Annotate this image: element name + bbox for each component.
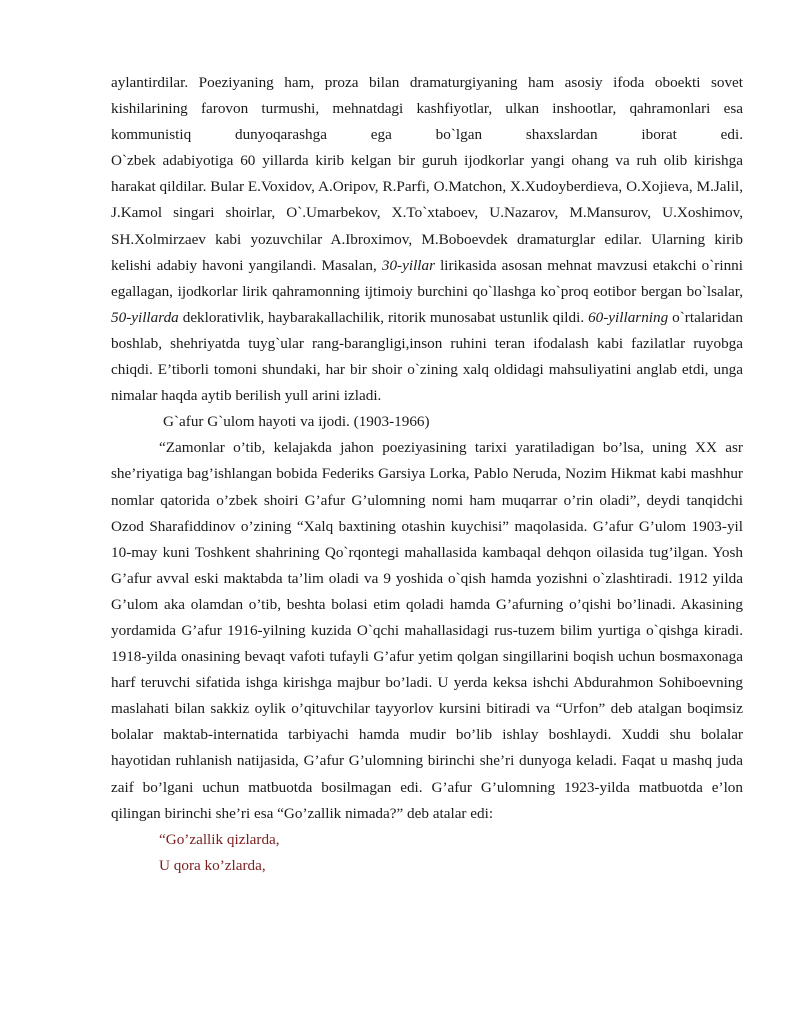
text-run: o`rtalaridan boshlab, shehriyatda tuyg`ular rang-barangligi,inson ruhini teran ifodalash kabi fazilatlar ruyobga chiqdi. E’tiborli tomoni shundaki, har bir shoir o`zining xalq oldidagi mahsuliyatini anglab etdi, unga nimalar haqda aytib berilish yull arini izladi. — [111, 308, 743, 405]
paragraph-gafur-gulom-biography: “Zamonlar o’tib, kelajakda jahon poeziyasining tarixi yaratiladigan bo’lsa, uning XX asr she’riyatiga bag’ishlangan bobida Federiks Garsiya Lorka, Pablo Neruda, Nozim Hikmat kabi mashhur nomlar qatorida o’zbek shoiri G’afur G’ulomning nomi ham muqarrar o’rin oladi”, deydi tanqidchi Ozod Sharafiddinov o’zining “Xalq baxtining otashin kuychisi” maqolasida. G’afur G’ulom 1903-yil 10-may kuni Toshkent shahrining Qo`rqontegi mahallasida kambaqal dehqon oilasida tug’ilgan. Yosh G’afur avval eski maktabda ta’lim oladi va 9 yoshida o`qish hamda yozishni o`zlashtiradi. 1912 yilda G’ulom aka olamdan o’tib, beshta bolasi etim qoladi hamda G’afurning o’qishi bo’linadi. Akasining yordamida G’afur 1916-yilning kuzida O`qchi mahallasidagi rus-tuzem bilim yurtiga o`qishga kiradi. 1918-yilda onasining bevaqt vafoti tufayli G’afur yetim qolgan singillarini boqish uchun bosmaxonaga harf teruvchi sifatida ishga kirishga majbur bo’ladi. U yerda keksa ishchi Abdurahmon Sohiboevning maslahati bilan sakkiz oylik o’qituvchilar tayyorlov kursini bitiradi va “Urfon” deb atalgan boqimsiz bolalar maktab-internatida tarbiyachi hamda mudir bo’lib ishlay boshlaydi. Xuddi shu bolalar hayotidan ruhlanish natijasida, G’afur G’ulomning birinchi she’ri dunyoga keladi. Faqat u mashq juda zaif bo’lgani uchun matbuotda bosilmagan edi. G’afur G’ulomning 1923-yilda matbuotda e’lon qilingan birinchi she’ri esa “Go’zallik nimada?” deb atalar edi: — [111, 439, 743, 822]
poem-line: “Go’zallik qizlarda, — [159, 830, 280, 848]
paragraph-soviet-literature — [111, 70, 743, 122]
paragraph-sixties-literature — [111, 148, 743, 409]
text-run: O`zbek adabiyotiga 60 yillarda kirib kelgan bir guruh ijodkorlar yangi ohang va ruh olib kirishga harakat qildilar. Bular E.Voxidov, A.Oripov, R.Parfi, O.Matchon, X.Xudoyberdieva, O.Xojieva, M.Jalil, J.Kamol singari shoirlar, O`.Umarbekov, X.To`xtaboev, U.Nazarov, M.Mansurov, U.Xoshimov, SH.Xolmirzaev kabi yozuvchilar A.Ibroximov, M.Boboevdek dramaturglar edilar. Ularning kirib kelishi adabiy havoni yangilandi. Masalan, — [111, 152, 743, 274]
document-page — [111, 70, 743, 879]
text-line: kommunistiq dunyoqarashga ega bo`lgan shaxslardan iborat edi. — [111, 126, 743, 144]
section-heading: G`afur G`ulom hayoti va ijodi. (1903-1966) — [163, 413, 430, 431]
paragraph-line-end — [111, 122, 743, 148]
poem-line: U qora ko’zlarda, — [159, 856, 266, 874]
text-line: aylantirdilar. Poeziyaning ham, proza bilan dramaturgiyaning ham asosiy ifoda obоekti sovet — [111, 74, 743, 91]
emphasis-sixties: 60-yillarning — [588, 308, 669, 326]
emphasis-fifties: 50-yillarda — [111, 308, 179, 326]
text-run: lirikasida asosan mehnat mavzusi etakchi o`rinni egallagan, ijodkorlar lirik qahramonning ijtimoiy burchini qo`llashga ko`proq eotibor bergan bo`lsalar, — [111, 256, 743, 300]
emphasis-thirties: 30-yillar — [381, 256, 436, 274]
text-run: deklorativlik, haybarakallachilik, ritorik munosabat ustunlik qildi. — [178, 308, 589, 326]
text-line: kishilarining farovon turmushi, mehnatdagi kashfiyotlar, ulkan inshootlar, qahramonlari esa — [111, 100, 743, 118]
